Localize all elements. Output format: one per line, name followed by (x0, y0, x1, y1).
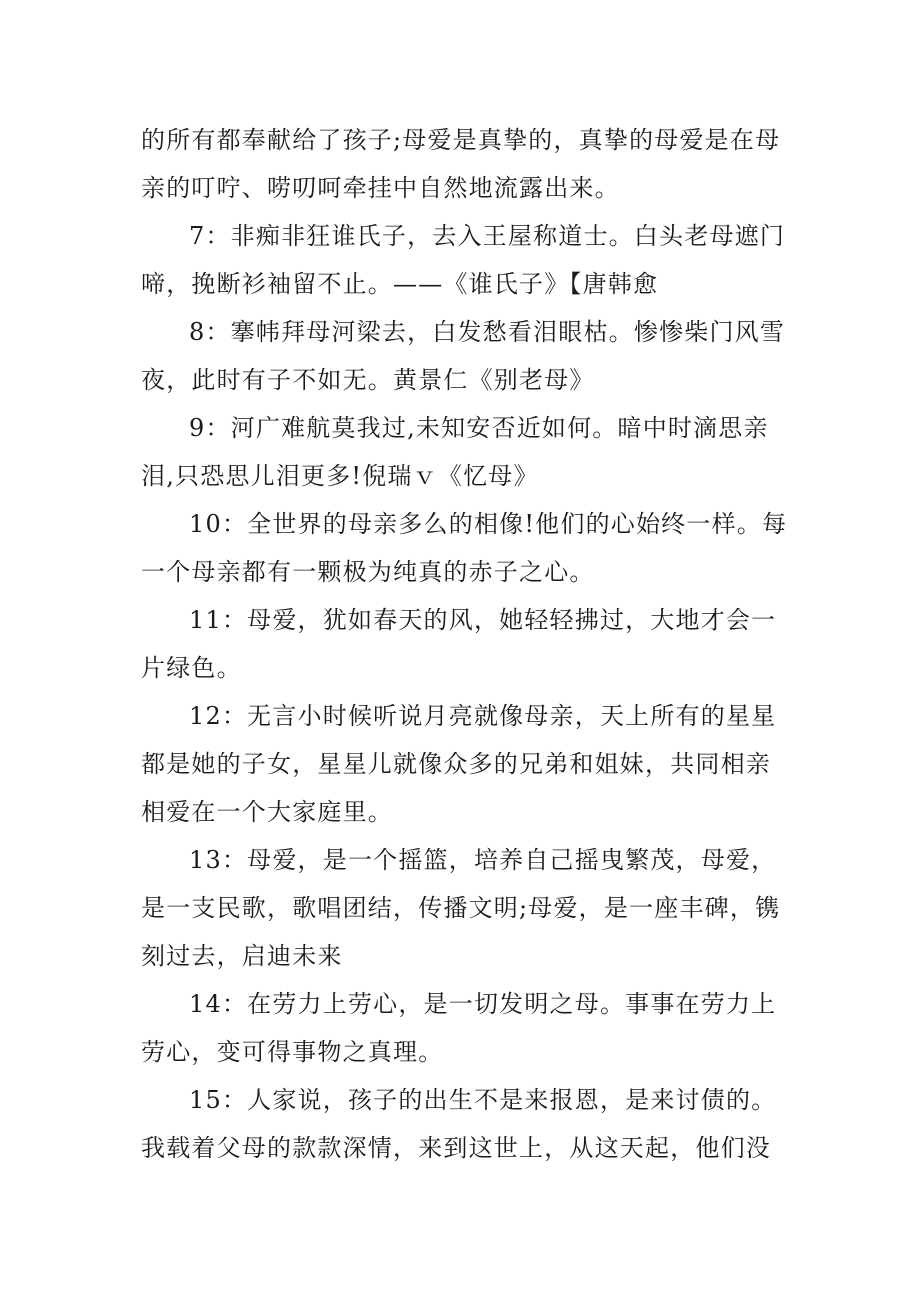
paragraph-item-8 (141, 308, 786, 404)
text-line: 一个母亲都有一颗极为纯真的赤子之心。 (141, 558, 595, 586)
text-line: 刻过去，启迪未来 (141, 942, 343, 970)
paragraph-item-7 (141, 212, 786, 308)
text-line: 9：河广难航莫我过,未知安否近如何。暗中时滴思亲 (189, 414, 769, 442)
text-line: 亲的叮咛、唠叨呵牵挂中自然地流露出来。 (141, 174, 620, 202)
text-line: 11：母爱，犹如春天的风，她轻轻拂过，大地才会一 (189, 606, 777, 634)
text-line: 是一支民歌，歌唱团结，传播文明;母爱，是一座丰碑，镌 (141, 894, 781, 922)
text-line: 12：无言小时候听说月亮就像母亲，天上所有的星星 (189, 702, 777, 730)
text-line: 15：人家说，孩子的出生不是来报恩，是来讨债的。 (189, 1086, 777, 1114)
paragraph-item-11 (141, 596, 781, 692)
text-line: 劳心，变可得事物之真理。 (141, 1038, 444, 1066)
text-line: 14：在劳力上劳心，是一切发明之母。事事在劳力上 (189, 990, 777, 1018)
text-line: 夜，此时有子不如无。黄景仁《别老母》 (141, 366, 595, 394)
paragraph-item-9 (141, 404, 781, 500)
paragraph-item-13 (141, 836, 781, 980)
text-line: 的所有都奉献给了孩子;母爱是真挚的，真挚的母爱是在母 (141, 126, 781, 154)
paragraph-item-12 (141, 692, 781, 836)
paragraph-item-15 (141, 1076, 781, 1172)
paragraph-item-10 (141, 500, 788, 596)
text-line: 10：全世界的母亲多么的相像!他们的心始终一样。每 (189, 510, 788, 538)
text-line: 片绿色。 (141, 654, 242, 682)
document-body (141, 116, 788, 1172)
text-line: 相爱在一个大家庭里。 (141, 798, 393, 826)
text-line: 我载着父母的款款深情，来到这世上，从这天起，他们没 (141, 1134, 771, 1162)
text-line: 8：搴帏拜母河梁去，白发愁看泪眼枯。惨惨柴门风雪 (189, 318, 786, 346)
text-line: 13：母爱，是一个摇篮，培养自己摇曳繁茂，母爱， (189, 846, 777, 874)
paragraph-item-14 (141, 980, 781, 1076)
text-line: 啼，挽断衫袖留不止。——《谁氏子》【唐韩愈 (141, 270, 659, 298)
text-line: 都是她的子女，星星儿就像众多的兄弟和姐妹，共同相亲 (141, 750, 771, 778)
paragraph-continuation (141, 116, 781, 212)
text-line: 泪,只恐思儿泪更多!倪瑞ｖ《忆母》 (141, 462, 539, 490)
text-line: 7：非痴非狂谁氏子，去入王屋称道士。白头老母遮门 (189, 222, 786, 250)
